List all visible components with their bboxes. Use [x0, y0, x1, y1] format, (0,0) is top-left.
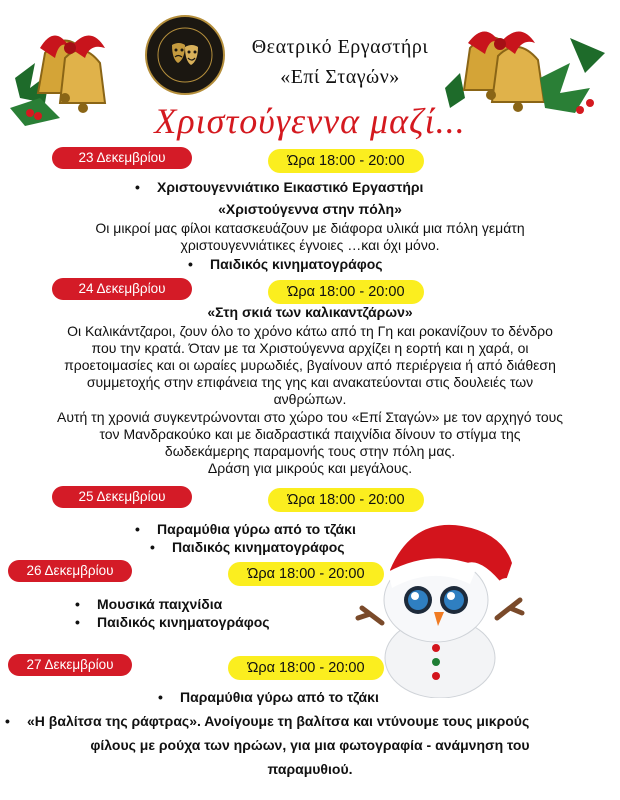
- event-description: συμμετοχής στην επιφάνεια της γης και ανακατεύονται στις δουλειές των: [86, 374, 534, 390]
- date-badge-24: 24 Δεκεμβρίου: [52, 278, 192, 300]
- event-description: Οι Καλικάντζαροι, ζουν όλο το χρόνο κάτω από τη Γη και ροκανίζουν το δένδρο: [67, 323, 553, 339]
- organization-name-line2: «Επί Σταγών»: [280, 66, 400, 88]
- event-description: Δράση για μικρούς και μεγάλους.: [207, 460, 413, 476]
- date-badge-25: 25 Δεκεμβρίου: [52, 486, 192, 508]
- event-description: ανθρώπων.: [273, 391, 347, 407]
- organization-name-line1: Θεατρικό Εργαστήρι: [251, 36, 429, 58]
- page-title: Χριστούγεννα μαζί...: [154, 101, 466, 141]
- time-badge-26: Ώρα 18:00 - 20:00: [228, 562, 384, 586]
- list-item: • Μουσικά παιχνίδια: [75, 596, 223, 612]
- event-description: Αυτή τη χρονιά συγκεντρώνονται στο χώρο του «Επί Σταγών» με τον αρχηγό τους: [56, 409, 564, 425]
- time-badge-23: Ώρα 18:00 - 20:00: [268, 149, 424, 173]
- list-item: • Παιδικός κινηματογράφος: [150, 539, 345, 555]
- organization-name: [235, 32, 445, 92]
- list-item: • Χριστουγεννιάτικο Εικαστικό Εργαστήρι: [135, 179, 424, 195]
- event-description: χριστουγεννιάτικες έγνοιες …και όχι μόνο.: [180, 237, 440, 253]
- time-badge-24: Ώρα 18:00 - 20:00: [268, 280, 424, 304]
- list-item: • Παιδικός κινηματογράφος: [188, 256, 383, 272]
- event-description: παραμυθιού.: [267, 761, 353, 777]
- snowman-icon: [352, 508, 528, 698]
- theatre-masks-icon: [147, 17, 223, 93]
- list-item: • Παραμύθια γύρω από το τζάκι: [135, 521, 356, 537]
- list-item: • Παραμύθια γύρω από το τζάκι: [158, 689, 379, 705]
- time-badge-25: Ώρα 18:00 - 20:00: [268, 488, 424, 512]
- date-badge-27: 27 Δεκεμβρίου: [8, 654, 132, 676]
- list-item: • Παιδικός κινηματογράφος: [75, 614, 270, 630]
- event-description: προετοιμασίες και οι ωραίες μυρωδιές, βγαίνουν από περιέργεια ή από διάθεση: [64, 357, 556, 373]
- event-title: «Χριστούγεννα στην πόλη»: [218, 201, 402, 217]
- event-description: που την κρατά. Όταν με τα Χριστούγεννα αρχίζει η εορτή και η χαρά, οι: [91, 340, 529, 356]
- theatre-logo: [145, 15, 225, 95]
- event-title: «Στη σκιά των καλικαντζάρων»: [207, 304, 413, 320]
- date-badge-23: 23 Δεκεμβρίου: [52, 147, 192, 169]
- date-badge-26: 26 Δεκεμβρίου: [8, 560, 132, 582]
- time-badge-27: Ώρα 18:00 - 20:00: [228, 656, 384, 680]
- event-description: φίλους με ρούχα των ηρώων, για μια φωτογραφία - ανάμνηση του: [90, 737, 530, 753]
- event-description: δωδεκάμερης παραμονής τους στην πόλη μας.: [164, 443, 456, 459]
- list-item: • «Η βαλίτσα της ράφτρας». Ανοίγουμε τη βαλίτσα και ντύνουμε τους μικρούς: [5, 713, 530, 729]
- event-description: Οι μικροί μας φίλοι κατασκευάζουν με διάφορα υλικά μια πόλη γεμάτη: [95, 220, 525, 236]
- event-description: τον Μανδρακούκο και με διαδραστικά παιχνίδια δίνουν το στίγμα της: [99, 426, 521, 442]
